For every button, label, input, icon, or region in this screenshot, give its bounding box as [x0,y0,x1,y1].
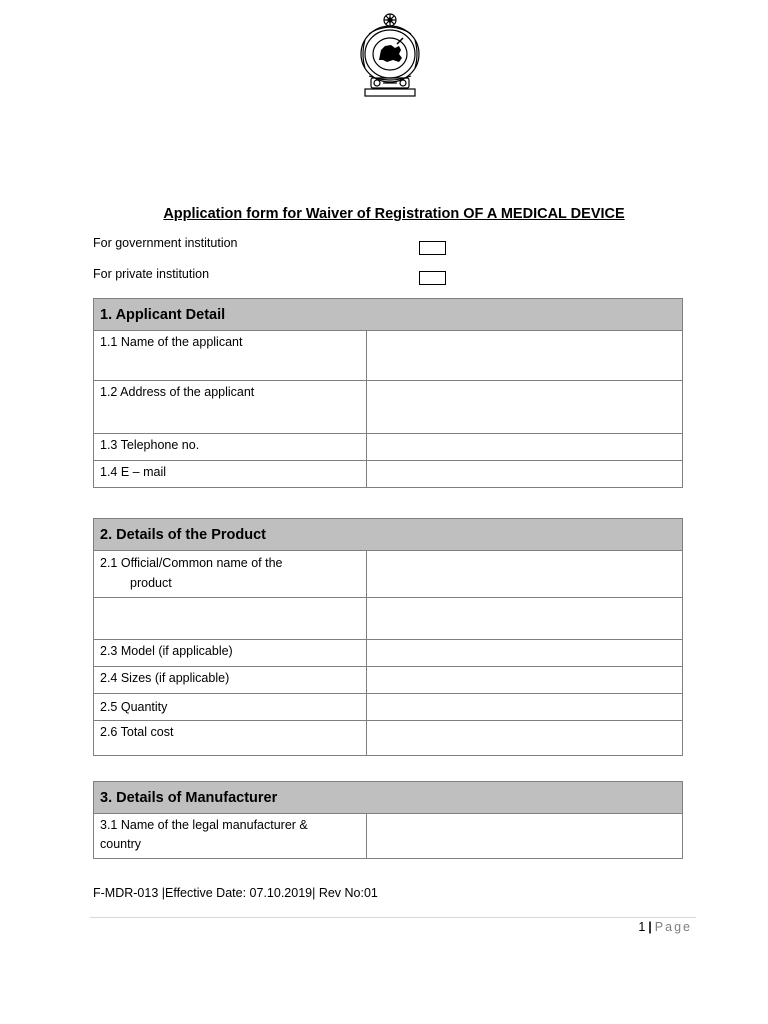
section-heading: 2. Details of the Product [94,519,683,551]
field-label: 2.6 Total cost [94,721,367,756]
section-heading: 1. Applicant Detail [94,299,683,331]
field-label [94,551,367,598]
applicant-name-field[interactable] [367,331,683,381]
quantity-field[interactable] [367,694,683,721]
page-indicator [638,920,692,934]
product-extra-field[interactable] [367,598,683,640]
page-number: 1 [638,920,646,934]
manufacturer-field[interactable] [367,814,683,859]
applicant-address-field[interactable] [367,381,683,434]
form-title: Application form for Waiver of Registration OF A MEDICAL DEVICE [163,206,625,222]
section-heading: 3. Details of Manufacturer [94,782,683,814]
footer-divider [90,917,696,918]
private-institution-checkbox[interactable] [419,271,446,285]
page-separator: | [648,920,652,934]
government-institution-label: For government institution [93,236,238,250]
product-name-field[interactable] [367,551,683,598]
field-label: 2.5 Quantity [94,694,367,721]
field-label [94,598,367,640]
field-label-continuation: country [100,837,141,851]
government-institution-checkbox[interactable] [419,241,446,255]
national-emblem-icon [357,10,423,98]
model-field[interactable] [367,640,683,667]
manufacturer-details-table [93,781,683,859]
email-field[interactable] [367,461,683,488]
field-label: 2.3 Model (if applicable) [94,640,367,667]
sizes-field[interactable] [367,667,683,694]
total-cost-field[interactable] [367,721,683,756]
field-label-line: 3.1 Name of the legal manufacturer & [100,818,308,832]
page-word: Page [654,920,692,934]
telephone-field[interactable] [367,434,683,461]
document-reference: F-MDR-013 |Effective Date: 07.10.2019| Rev No:01 [93,886,378,900]
field-label-line: 2.1 Official/Common name of the [100,556,283,570]
field-label: 1.4 E – mail [94,461,367,488]
applicant-detail-table [93,298,683,488]
field-label: 1.3 Telephone no. [94,434,367,461]
field-label: 1.1 Name of the applicant [94,331,367,381]
field-label: 2.4 Sizes (if applicable) [94,667,367,694]
field-label-continuation: product [130,576,172,590]
field-label [94,814,367,859]
product-details-table [93,518,683,756]
private-institution-label: For private institution [93,267,210,281]
field-label: 1.2 Address of the applicant [94,381,367,434]
